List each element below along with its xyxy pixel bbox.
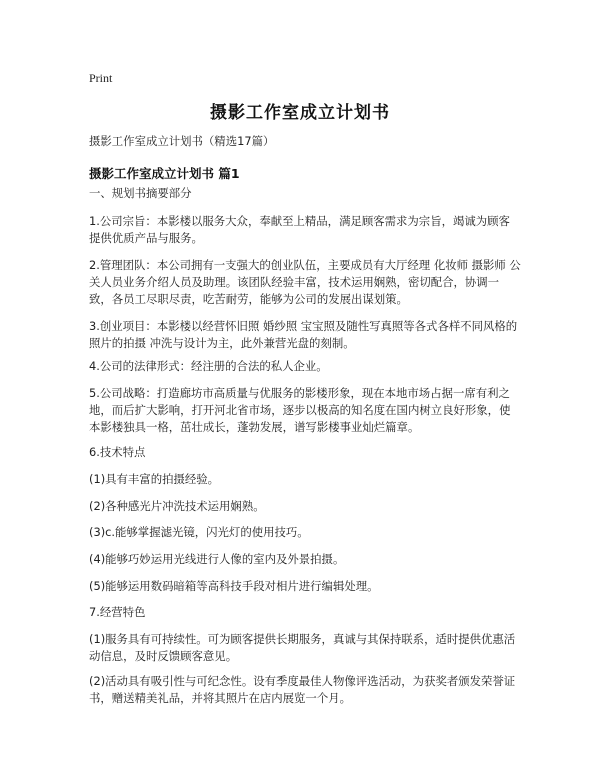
document-subtitle: 摄影工作室成立计划书（精选17篇） (89, 134, 275, 148)
list-item-business-2: (2)活动具有吸引性与可纪念性。设有季度最佳人物像评选活动，为获奖者颁发荣誉证书，赠送精美礼品，并将其照片在店内展览一个月。 (89, 674, 516, 705)
paragraph-business-project: 3.创业项目：本影楼以经营怀旧照 婚纱照 宝宝照及随性写真照等各式各样不同风格的照片的拍摄 冲洗与设计为主，此外兼营光盘的刻制。 (89, 319, 518, 350)
paragraph-legal-form: 4.公司的法律形式：经注册的合法的私人企业。 (89, 359, 328, 373)
print-link[interactable]: Print (89, 71, 113, 85)
section-heading: 摄影工作室成立计划书 篇1 (89, 166, 240, 181)
list-item-business-1: (1)服务具有可持续性。可为顾客提供长期服务，真诚与其保持联系，适时提供优惠活动信息，及时反馈顾客意见。 (89, 632, 516, 663)
list-item-tech-3: (3)c.能够掌握滤光镜，闪光灯的使用技巧。 (89, 525, 309, 539)
paragraph-business-features-heading: 7.经营特色 (89, 605, 146, 619)
list-item-tech-5: (5)能够运用数码暗箱等高科技手段对相片进行编辑处理。 (89, 579, 379, 593)
paragraph-tech-features-heading: 6.技术特点 (89, 445, 146, 459)
paragraph-company-strategy: 5.公司战略：打造廊坊市高质量与优服务的影楼形象，现在本地市场占据一席有利之地，而后扩大影响，打开河北省市场，逐步以极高的知名度在国内树立良好形象，使本影楼独具一格，茁壮成长，蓬勃发展，谱写影楼事业灿烂篇章。 (89, 386, 511, 434)
paragraph-summary-heading: 一、规划书摘要部分 (89, 186, 192, 200)
document-title: 摄影工作室成立计划书 (210, 103, 390, 123)
list-item-tech-4: (4)能够巧妙运用光线进行人像的室内及外景拍摄。 (89, 552, 345, 566)
list-item-tech-2: (2)各种感光片冲洗技术运用娴熟。 (89, 499, 265, 513)
paragraph-management-team: 2.管理团队：本公司拥有一支强大的创业队伍，主要成员有大厅经理 化妆师 摄影师 公关人员业务介绍人员及助理。该团队经验丰富，技术运用娴熟，密切配合，协调一致，各员工尽职尽责，吃苦耐劳，能够为公司的发展出谋划策。 (89, 258, 521, 306)
list-item-tech-1: (1)具有丰富的拍摄经验。 (89, 472, 220, 486)
paragraph-company-purpose: 1.公司宗旨：本影楼以服务大众，奉献至上精品，满足顾客需求为宗旨，竭诚为顾客 提供优质产品与服务。 (89, 214, 510, 245)
